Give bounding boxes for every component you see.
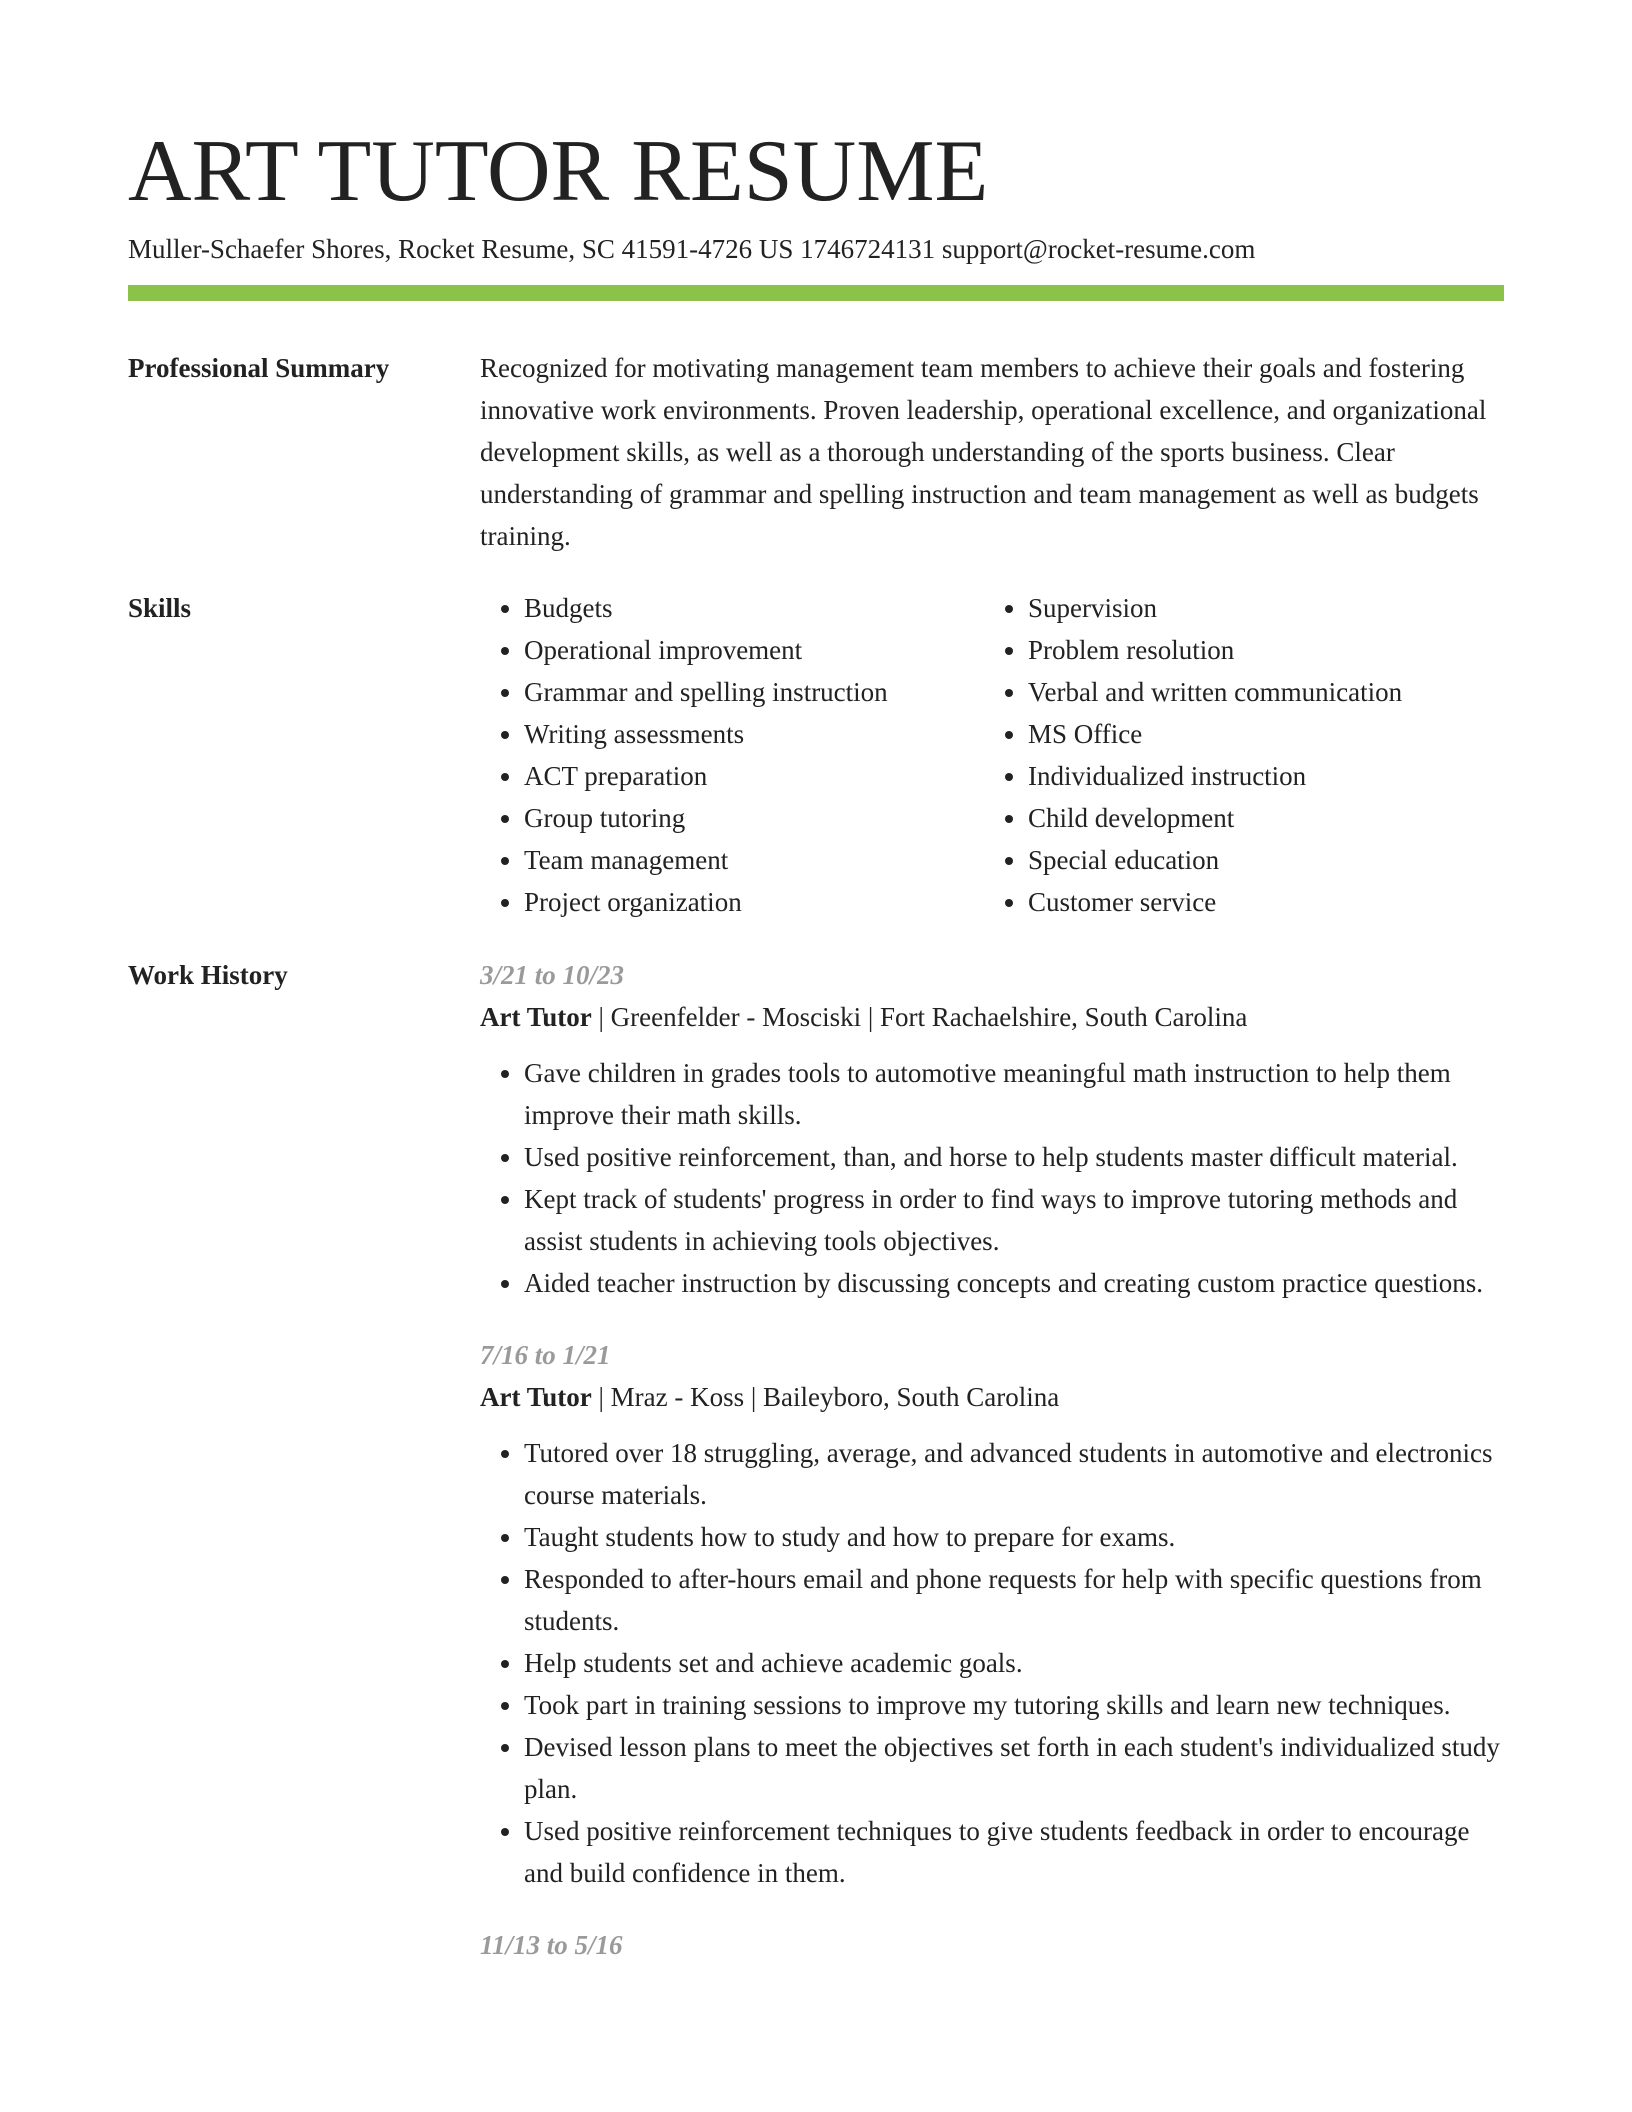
job-bullet: • Responded to after-hours email and phone requests for help with specific questions from students.: [524, 1558, 1504, 1642]
job-bullet: • Help students set and achieve academic goals.: [524, 1642, 1504, 1684]
work-history-heading: Work History: [128, 960, 288, 990]
skill-item: • ACT preparation: [524, 755, 984, 797]
skill-item: • Individualized instruction: [1028, 755, 1488, 797]
job-entry: [480, 954, 1504, 1304]
job-employer-location: | Mraz - Koss | Baileyboro, South Carolina: [591, 1382, 1060, 1412]
skills-heading: Skills: [128, 593, 192, 623]
skill-item: • Child development: [1028, 797, 1488, 839]
skill-item: • Project organization: [524, 881, 984, 923]
job-employer-location: | Greenfelder - Mosciski | Fort Rachaelshire, South Carolina: [591, 1002, 1248, 1032]
skill-item: • MS Office: [1028, 713, 1488, 755]
header-divider: [128, 285, 1504, 301]
job-bullets: [480, 1052, 1504, 1304]
job-bullet: • Gave children in grades tools to automotive meaningful math instruction to help them improve their math skills.: [524, 1052, 1504, 1136]
job-bullet: • Used positive reinforcement, than, and horse to help students master difficult material.: [524, 1136, 1504, 1178]
job-dates: 11/13 to 5/16: [480, 1930, 623, 1960]
skill-item: • Problem resolution: [1028, 629, 1488, 671]
job-bullet: • Aided teacher instruction by discussing concepts and creating custom practice questions.: [524, 1262, 1504, 1304]
skill-item: • Operational improvement: [524, 629, 984, 671]
contact-info: Muller-Schaefer Shores, Rocket Resume, SC 41591-4726 US 1746724131 support@rocket-resume.com: [128, 234, 1256, 264]
job-bullet: • Tutored over 18 struggling, average, and advanced students in automotive and electronics course materials.: [524, 1432, 1504, 1516]
job-bullets: [480, 1432, 1504, 1894]
job-heading: [480, 1376, 1504, 1418]
skills-body: [480, 587, 1504, 923]
job-heading: [480, 996, 1504, 1038]
job-dates: 7/16 to 1/21: [480, 1340, 611, 1370]
skill-item: • Budgets: [524, 587, 984, 629]
skill-item: • Team management: [524, 839, 984, 881]
job-bullet: • Took part in training sessions to improve my tutoring skills and learn new techniques.: [524, 1684, 1504, 1726]
job-bullet: • Kept track of students' progress in order to find ways to improve tutoring methods and assist students in achieving tools objectives.: [524, 1178, 1504, 1262]
skill-item: • Special education: [1028, 839, 1488, 881]
job-title: Art Tutor: [480, 1382, 592, 1412]
resume-title: ART TUTOR RESUME: [128, 123, 989, 220]
summary-heading: Professional Summary: [128, 353, 390, 383]
work-history-body: [480, 954, 1504, 1996]
job-bullet: • Taught students how to study and how to prepare for exams.: [524, 1516, 1504, 1558]
skill-item: • Writing assessments: [524, 713, 984, 755]
job-dates: 3/21 to 10/23: [480, 960, 625, 990]
skill-item: • Customer service: [1028, 881, 1488, 923]
skill-item: • Grammar and spelling instruction: [524, 671, 984, 713]
job-title: Art Tutor: [480, 1002, 592, 1032]
job-entry: [480, 1334, 1504, 1894]
summary-body: [480, 347, 1504, 557]
summary-text: Recognized for motivating management team members to achieve their goals and fostering innovative work environments. Proven leadership, operational excellence, and organizational development skills, as well as a thorough understanding of the sports business. Clear understanding of grammar and spelling instruction and team management as well as budgets training.: [480, 353, 1487, 551]
skills-list-left: [480, 587, 984, 923]
job-entry: [480, 1924, 1504, 1966]
skill-item: • Supervision: [1028, 587, 1488, 629]
job-bullet: • Used positive reinforcement techniques to give students feedback in order to encourage and build confidence in them.: [524, 1810, 1504, 1894]
job-bullet: • Devised lesson plans to meet the objectives set forth in each student's individualized study plan.: [524, 1726, 1504, 1810]
skills-list-right: [984, 587, 1488, 923]
skill-item: • Verbal and written communication: [1028, 671, 1488, 713]
skill-item: • Group tutoring: [524, 797, 984, 839]
